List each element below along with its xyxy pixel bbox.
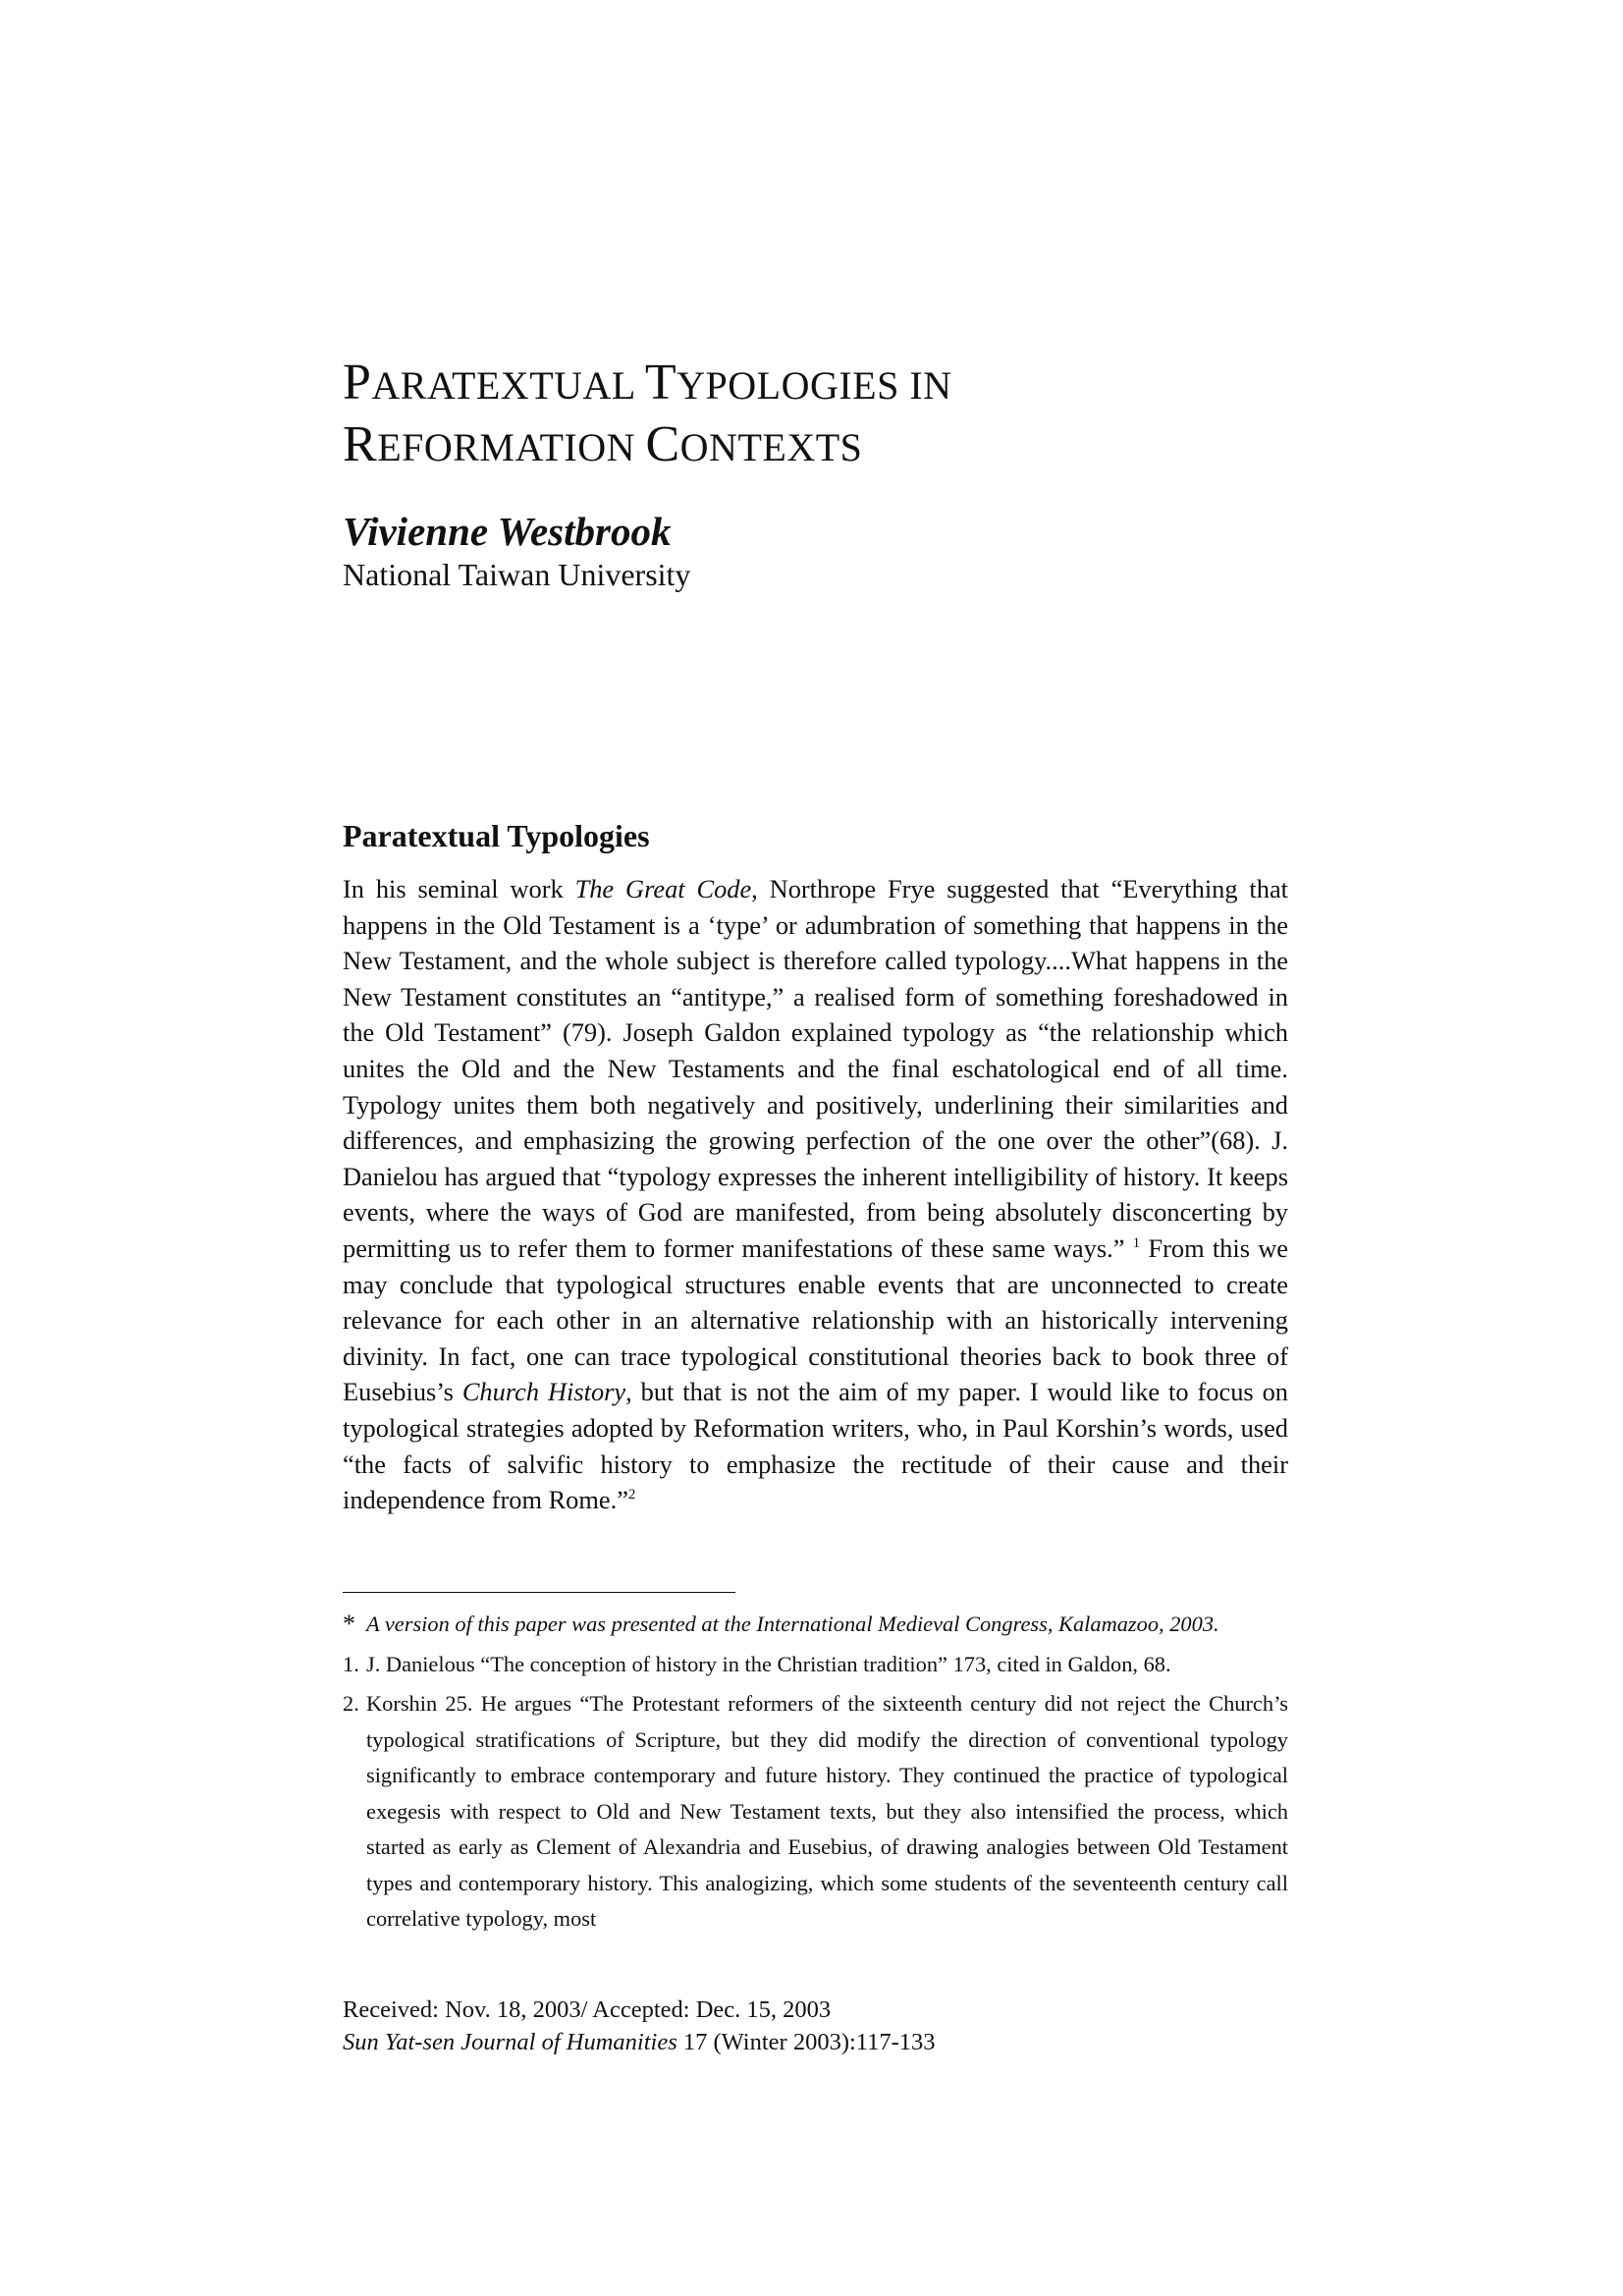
journal-issue: 17 (Winter 2003):117-133 (676, 2029, 936, 2055)
footnote-1 (343, 1647, 1288, 1683)
footnote-star (343, 1607, 1288, 1643)
title-word: TYPOLOGIES (644, 355, 910, 410)
title-line-1 (343, 355, 952, 410)
footnotes (343, 1607, 1288, 1941)
journal-citation (343, 2026, 1288, 2058)
journal-name: Sun Yat-sen Journal of Humanities (343, 2029, 677, 2055)
author-affiliation: National Taiwan University (343, 557, 691, 592)
text-run: In his seminal work (343, 874, 575, 903)
book-title-church-history: Church History (461, 1377, 626, 1407)
article-title (343, 354, 1288, 477)
footnote-divider (343, 1592, 735, 1593)
title-word: REFORMATION (343, 416, 646, 472)
title-line-2 (343, 416, 862, 472)
footnote-2 (343, 1686, 1288, 1938)
footnote-text: Korshin 25. He argues “The Protestant reformers of the sixteenth century did not reject the Church’s typological stratifications of Scripture, but they did modify the direction of conventional typology significantly to embrace contemporary and future history. They continued the practice of typological exegesis with respect to Old and New Testament texts, but they also intensified the process, which started as early as Clement of Alexandria and Eusebius, of drawing analogies between Old Testament types and contemporary history. This analogizing, which some students of the seventeenth century call correlative typology, most (366, 1691, 1288, 1931)
title-word: CONTEXTS (645, 416, 863, 472)
title-word: IN (909, 363, 952, 408)
footnote-text: A version of this paper was presented at the International Medieval Congress, Kalamazoo, 2003. (366, 1612, 1219, 1636)
text-run: From this we may conclude that typological structures enable events that are unconnected to create relevance for each other in an alternative relationship with an historically intervening divinity. In fact, one can trace typological constitutional theories back to book three of Eusebius’s (343, 1232, 1288, 1407)
footnote-ref-2[interactable]: 2 (627, 1487, 636, 1503)
text-run: , Northrope Frye suggested that “Everything that happens in the Old Testament is a ‘type’ or adumbration of something that happens in the New Testament, and the whole subject is therefore called typology....What happens in the New Testament constitutes an “antitype,” a realised form of something foreshadowed in the Old Testament” (79). Joseph Galdon explained typology as “the relationship which unites the Old and the New Testaments and the final eschatological end of all time. Typology unites them both negatively and positively, underlining their similarities and differences, and emphasizing the growing perfection of the one over the other”(68). J. Danielou has argued that “typology expresses the inherent intelligibility of history. It keeps events, where the ways of God are manifested, from being absolutely disconcerting by permitting us to refer them to former manifestations of these same ways.” (343, 874, 1288, 1263)
footnote-ref-1[interactable]: 1 (1132, 1235, 1141, 1252)
body-paragraph (343, 871, 1288, 1518)
footnote-mark: 2. (343, 1691, 359, 1716)
footnote-mark: * (343, 1610, 355, 1638)
author-name: Vivienne Westbrook (343, 509, 672, 554)
footnote-text: J. Danielous “The conception of history in the Christian tradition” 173, cited in Galdon, 68. (366, 1651, 1171, 1676)
text-run: , but that is not the aim of my paper. I would like to focus on typological strategies adopted by Reformation writers, who, in Paul Korshin’s words, used “the facts of salvific history to emphasize the rectitude of their cause and their independence from Rome.” (343, 1377, 1288, 1515)
book-title-the-great-code: The Great Code (574, 874, 752, 903)
title-word: PARATEXTUAL (343, 355, 645, 410)
footnote-mark: 1. (343, 1651, 359, 1676)
received-dates: Received: Nov. 18, 2003/ Accepted: Dec. 15, 2003 (343, 1996, 832, 2023)
section-heading: Paratextual Typologies (343, 818, 650, 853)
